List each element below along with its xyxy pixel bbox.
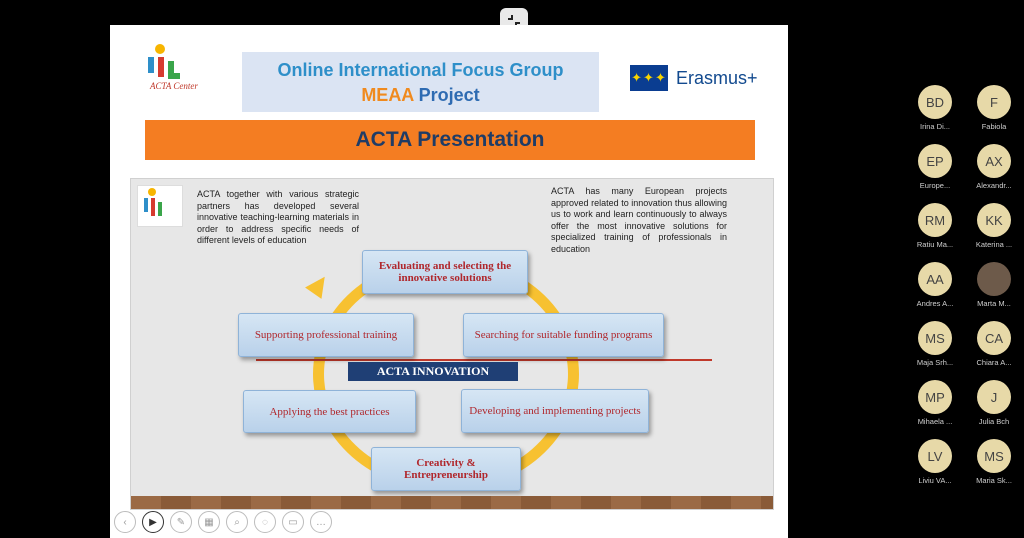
participant-name: Europe... xyxy=(919,181,951,190)
avatar: KK xyxy=(977,203,1011,237)
inner-slide xyxy=(130,178,774,510)
zoom-button[interactable] xyxy=(226,511,248,533)
title-meaa: MEAA xyxy=(361,85,414,105)
participant-tile[interactable] xyxy=(964,203,1024,249)
prev-button[interactable] xyxy=(114,511,136,533)
participant-name: Chiara A... xyxy=(976,358,1012,367)
avatar: F xyxy=(977,85,1011,119)
participant-tile[interactable] xyxy=(964,144,1024,190)
box-creativity: Creativity & Entrepreneurship xyxy=(371,447,521,491)
participant-name: Maja Srh... xyxy=(916,358,954,367)
participant-name: Alexandr... xyxy=(976,181,1012,190)
avatar: AX xyxy=(977,144,1011,178)
box-applying: Applying the best practices xyxy=(243,390,416,433)
avatar xyxy=(977,262,1011,296)
participant-tile[interactable] xyxy=(905,203,965,249)
presentation-slide xyxy=(110,25,788,538)
text-right: ACTA has many European projects approved related to innovation thus allowing us to work and learn continuously to always offer the most innovative solutions for specialized training of professionals in education xyxy=(551,186,727,254)
participant-name: Andres A... xyxy=(916,299,954,308)
participant-name: Irina Di... xyxy=(919,122,950,131)
erasmus-logo xyxy=(630,63,760,93)
participant-tile[interactable] xyxy=(964,321,1024,367)
text-left: ACTA together with various strategic partners has developed several innovative teaching-learning materials in order to address specific needs of different levels of education xyxy=(197,189,359,245)
title-line1: Online International Focus Group xyxy=(277,60,564,80)
avatar: MP xyxy=(918,380,952,414)
title-project: Project xyxy=(413,85,480,105)
avatar: LV xyxy=(918,439,952,473)
box-searching: Searching for suitable funding programs xyxy=(463,313,664,357)
acta-mini-logo xyxy=(137,185,183,227)
avatar: MS xyxy=(918,321,952,355)
pen-icon: ✎ xyxy=(176,516,186,528)
pen-button[interactable] xyxy=(170,511,192,533)
video-button[interactable] xyxy=(282,511,304,533)
participant-tile[interactable] xyxy=(905,380,965,426)
erasmus-text: Erasmus+ xyxy=(676,67,758,88)
participant-tile[interactable] xyxy=(905,144,965,190)
avatar: EP xyxy=(918,144,952,178)
participant-tile[interactable] xyxy=(964,85,1024,131)
avatar: J xyxy=(977,380,1011,414)
participant-tile[interactable] xyxy=(964,439,1024,485)
participant-tile[interactable] xyxy=(964,380,1024,426)
acta-innovation-label: ACTA INNOVATION xyxy=(348,362,518,381)
laser-button[interactable] xyxy=(254,511,276,533)
slideshow-controls xyxy=(110,507,334,537)
divider-line xyxy=(256,359,712,361)
slide-title xyxy=(242,52,599,112)
participant-name: Liviu VA... xyxy=(918,476,952,485)
participant-name: Maria Sk... xyxy=(976,476,1012,485)
participant-name: Marta M... xyxy=(977,299,1011,308)
participant-tile[interactable] xyxy=(905,439,965,485)
box-supporting: Supporting professional training xyxy=(238,313,414,357)
avatar: MS xyxy=(977,439,1011,473)
box-evaluating: Evaluating and selecting the innovative solutions xyxy=(362,250,528,294)
participant-name: Katerina ... xyxy=(975,240,1013,249)
slides-icon: ▦ xyxy=(204,516,214,528)
more-icon: … xyxy=(316,516,326,528)
slides-button[interactable] xyxy=(198,511,220,533)
prev-icon: ‹ xyxy=(123,516,127,528)
participant-name: Mihaela ... xyxy=(917,417,953,426)
more-button[interactable] xyxy=(310,511,332,533)
participant-name: Fabiola xyxy=(981,122,1007,131)
cycle-arrow-icon xyxy=(305,271,333,299)
participant-name: Julia Bch xyxy=(978,417,1010,426)
box-developing: Developing and implementing projects xyxy=(461,389,649,433)
avatar: CA xyxy=(977,321,1011,355)
participant-tile[interactable] xyxy=(905,85,965,131)
play-button[interactable] xyxy=(142,511,164,533)
avatar: AA xyxy=(918,262,952,296)
participant-name: Ratiu Ma... xyxy=(916,240,954,249)
participant-tile[interactable] xyxy=(905,321,965,367)
laser-icon: ◌ xyxy=(262,516,268,528)
slide-banner: ACTA Presentation xyxy=(145,120,755,160)
participant-tile[interactable] xyxy=(905,262,965,308)
avatar: RM xyxy=(918,203,952,237)
acta-logo xyxy=(140,43,202,99)
video-icon: ▭ xyxy=(288,516,298,528)
eu-flag-icon: ✦✦✦ xyxy=(630,65,668,91)
participant-tile[interactable] xyxy=(964,262,1024,308)
play-icon: ▶ xyxy=(149,516,157,528)
logo-text: ACTA Center xyxy=(150,81,198,91)
zoom-icon: ⌕ xyxy=(234,516,240,528)
avatar: BD xyxy=(918,85,952,119)
